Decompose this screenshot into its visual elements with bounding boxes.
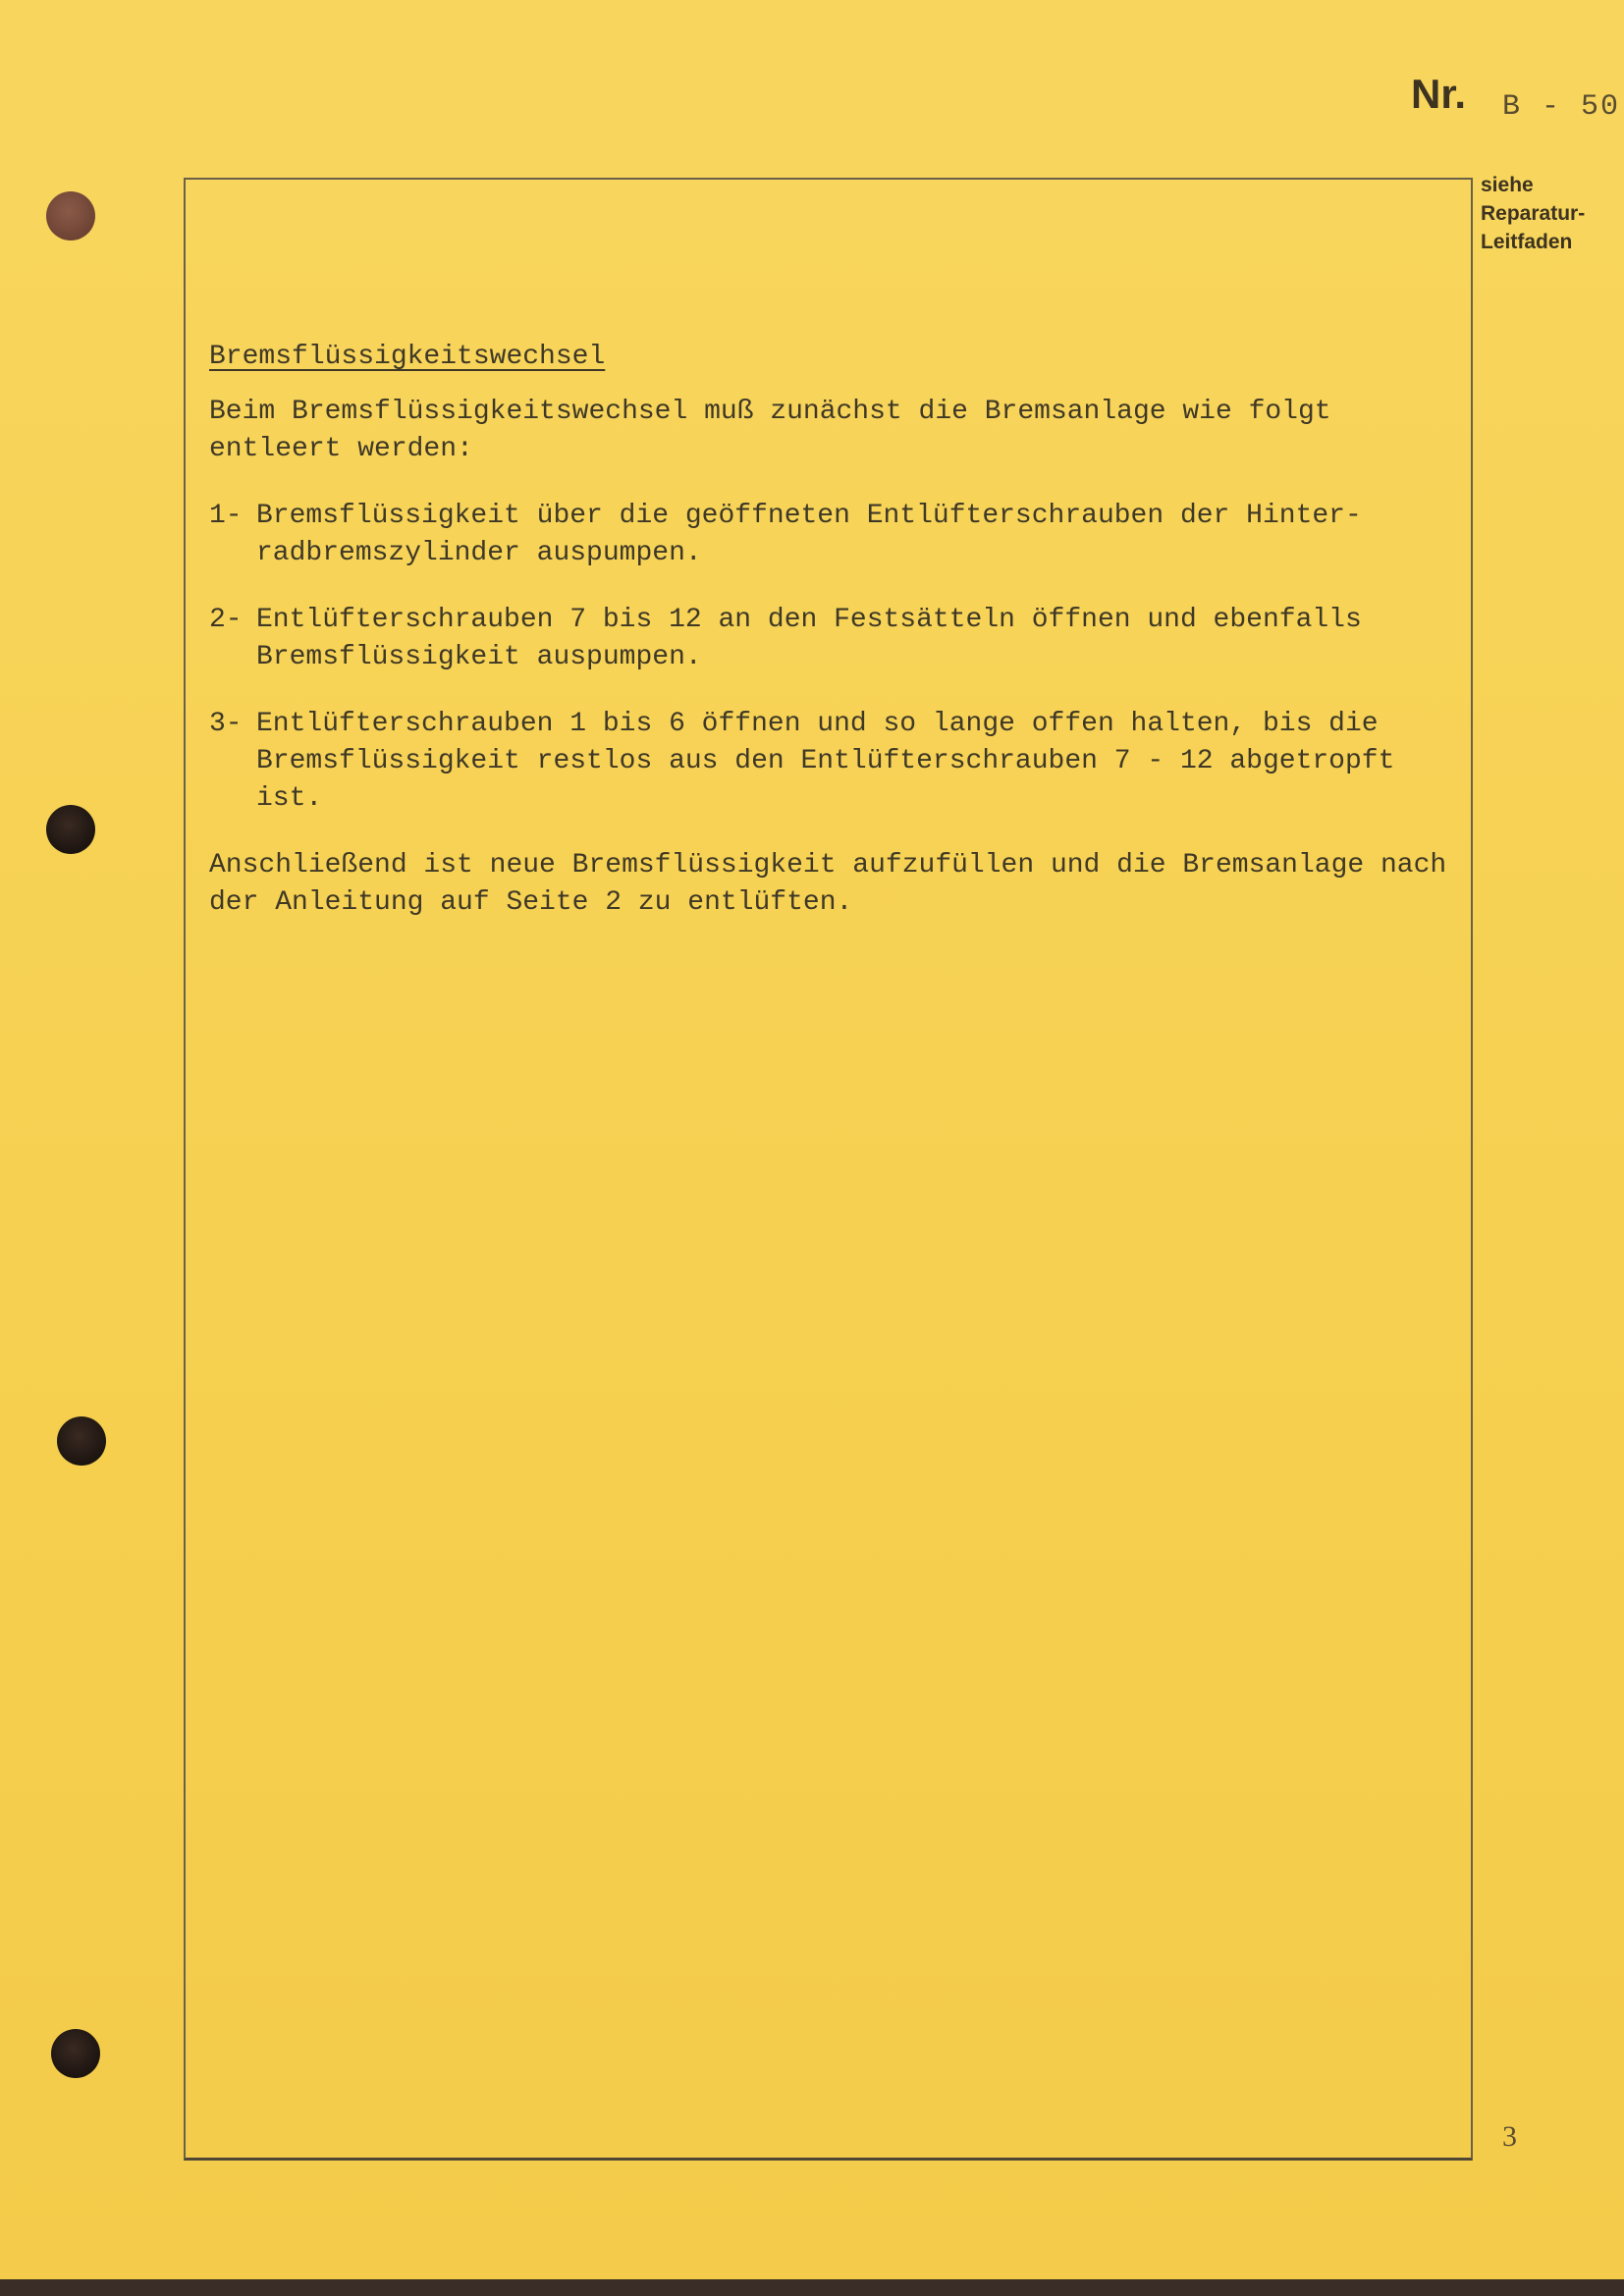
side-note-line: Reparatur- [1481,202,1586,225]
side-note-line: siehe [1481,174,1534,196]
punch-hole-2 [46,805,95,854]
side-note [1481,171,1618,256]
punch-hole-3 [57,1416,106,1466]
step-text: Bremsflüssigkeit über die geöffneten Entlüfterschrauben der Hinter-radbremszylinder auspumpen. [256,501,1362,568]
page-number: 3 [1502,2120,1517,2153]
step-number: 1- [209,501,243,531]
step-item [209,498,1456,572]
side-note-line: Leitfaden [1481,231,1573,253]
document-body [209,339,1456,951]
document-number-label: Nr. [1411,71,1467,117]
step-text: Entlüfterschrauben 1 bis 6 öffnen und so lange offen halten, bis die Bremsflüssigkeit restlos aus den Entlüfterschrauben 7 - 12 abgetropft ist. [256,709,1395,814]
closing-paragraph: Anschließend ist neue Bremsflüssigkeit aufzufüllen und die Bremsanlage nach der Anleitung auf Seite 2 zu entlüften. [209,850,1447,918]
scan-bottom-edge [0,2279,1624,2296]
punch-hole-1 [46,191,95,240]
step-number: 3- [209,709,243,739]
step-text: Entlüfterschrauben 7 bis 12 an den Festsätteln öffnen und ebenfalls Bremsflüssigkeit auspumpen. [256,605,1362,672]
section-heading: Bremsflüssigkeitswechsel [209,342,606,372]
punch-hole-4 [51,2029,100,2078]
step-item [209,706,1456,818]
document-number-value: B - 50 [1502,90,1621,124]
intro-paragraph: Beim Bremsflüssigkeitswechsel muß zunächst die Bremsanlage wie folgt entleert werden: [209,397,1331,464]
step-number: 2- [209,605,243,635]
step-item [209,602,1456,676]
